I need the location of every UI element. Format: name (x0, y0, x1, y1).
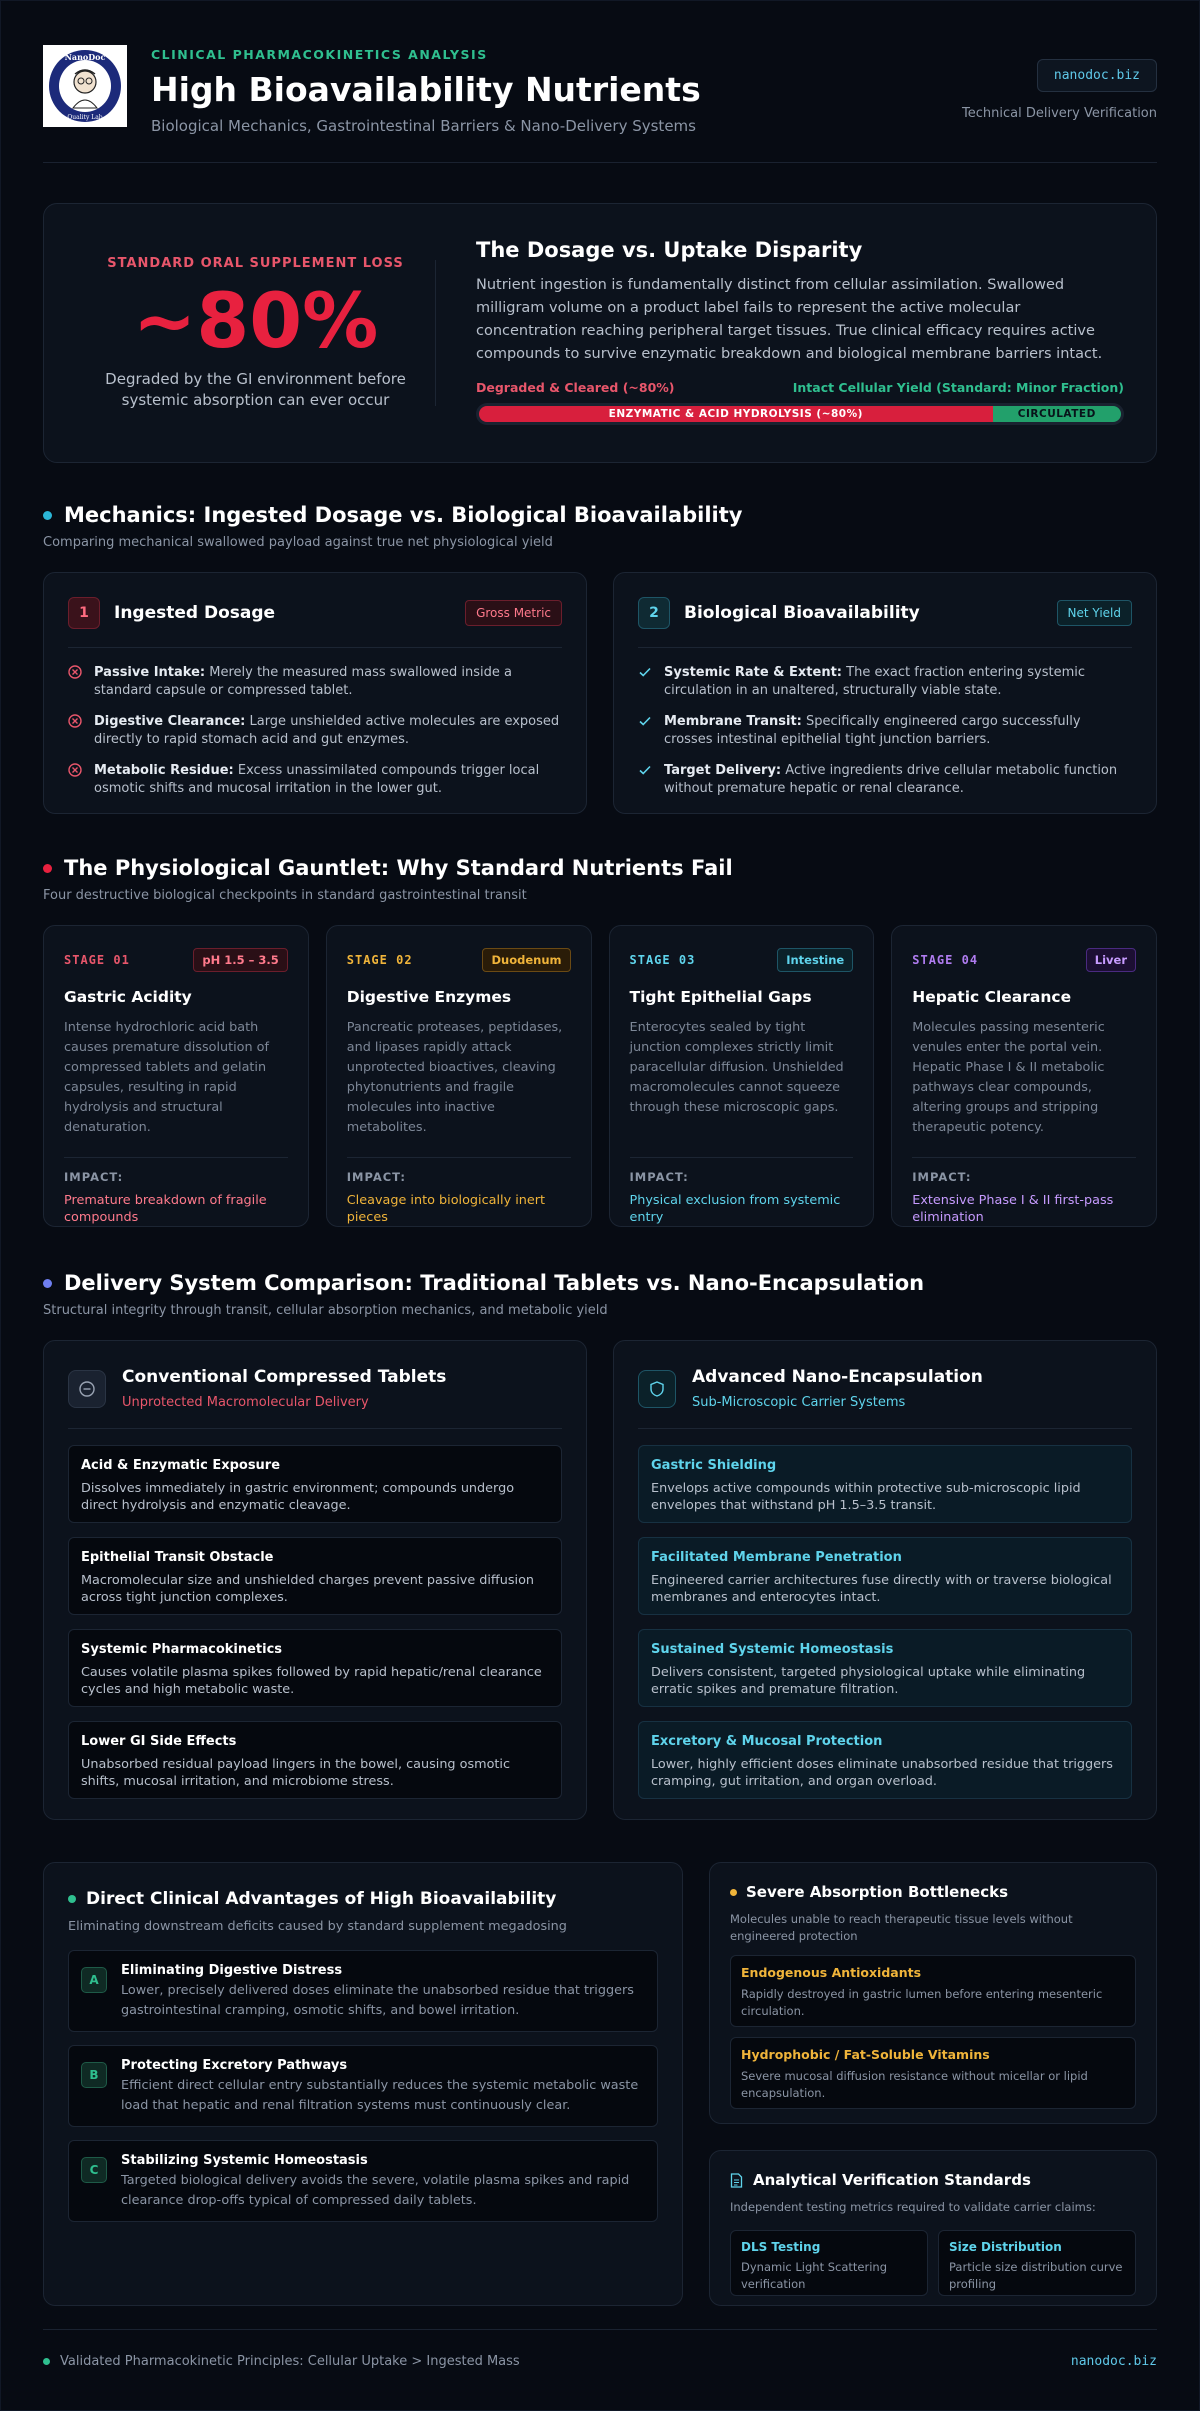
loss-bar (476, 403, 1124, 425)
list-item (730, 2230, 928, 2296)
item-title: Size Distribution (949, 2240, 1062, 2254)
svg-text:NanoDoc: NanoDoc (64, 52, 106, 62)
mechanics-subtitle: Comparing mechanical swallowed payload against true net physiological yield (43, 535, 553, 550)
item-body: Lower, highly efficient doses eliminate unabsorbed residue that triggers cramping, gut irritation, and organ overload. (651, 1757, 1113, 1789)
item-label: Target Delivery: (664, 763, 782, 778)
list-item (68, 1629, 562, 1707)
item-title: Eliminating Digestive Distress (121, 1963, 343, 1978)
nano-title: Advanced Nano-Encapsulation (692, 1367, 983, 1387)
hero-stat (76, 255, 436, 409)
bullet-dot-icon (43, 864, 52, 873)
item-title: Sustained Systemic Homeostasis (651, 1642, 894, 1657)
item-body: Efficient direct cellular entry substantially reduces the systemic metabolic waste load that hepatic and renal filtration systems must continuously clear. (121, 2078, 639, 2113)
card-number: 2 (638, 597, 670, 629)
stage-card (891, 925, 1157, 1227)
list-item (938, 2230, 1136, 2296)
verification-heading (730, 2171, 1136, 2189)
stage-title: Tight Epithelial Gaps (629, 988, 812, 1006)
gauntlet-subtitle: Four destructive biological checkpoints in standard gastrointestinal transit (43, 888, 527, 903)
item-title: Gastric Shielding (651, 1458, 777, 1473)
item-letter-badge: B (81, 2062, 107, 2088)
stage-tag: Liver (1086, 948, 1136, 972)
list-item (638, 713, 1132, 749)
impact-value: Physical exclusion from systemic entry (629, 1193, 841, 1225)
verification-title: Analytical Verification Standards (753, 2171, 1031, 2189)
list-item (730, 1955, 1136, 2027)
gauntlet-title: The Physiological Gauntlet: Why Standard Nutrients Fail (64, 856, 733, 880)
advantages-heading (68, 1889, 658, 1909)
stage-body: Pancreatic proteases, peptidases, and lipases rapidly attack unprotected bioactives, cleaving phytonutrients and fragile molecules into inactive metabolites. (346, 1020, 563, 1135)
impact-label: IMPACT: (346, 1170, 406, 1184)
stage-number: STAGE 03 (629, 953, 696, 967)
nano-subtitle: Sub-Microscopic Carrier Systems (692, 1395, 906, 1410)
item-body: Targeted biological delivery avoids the severe, volatile plasma spikes and rapid clearance drop-offs typical of compressed daily tablets. (121, 2173, 630, 2208)
impact-value: Extensive Phase I & II first-pass elimination (912, 1193, 1114, 1225)
impact-label: IMPACT: (629, 1170, 689, 1184)
list-item (68, 713, 562, 749)
item-title: Lower GI Side Effects (81, 1734, 237, 1749)
verification-label: Technical Delivery Verification (962, 106, 1157, 121)
comparison-title: Delivery System Comparison: Traditional Tablets vs. Nano-Encapsulation (64, 1271, 925, 1295)
brand-logo (43, 45, 127, 127)
x-circle-icon (68, 665, 94, 700)
impact-label: IMPACT: (64, 1170, 124, 1184)
mechanics-title: Mechanics: Ingested Dosage vs. Biological Bioavailability (64, 503, 743, 527)
item-title: Endogenous Antioxidants (741, 1965, 922, 1980)
minus-circle-icon (68, 1370, 106, 1408)
loss-bar-degraded: ENZYMATIC & ACID HYDROLYSIS (~80%) (479, 406, 993, 422)
stage-title: Gastric Acidity (64, 988, 192, 1006)
comparison-section (43, 1271, 1157, 1820)
advantages-subtitle: Eliminating downstream deficits caused by standard supplement megadosing (68, 1919, 567, 1934)
item-body: Dissolves immediately in gastric environment; compounds undergo direct hydrolysis and enzymatic cleavage. (81, 1481, 515, 1513)
check-icon (638, 665, 664, 700)
header-right (962, 45, 1157, 121)
list-item (638, 1537, 1132, 1615)
item-text: The exact fraction entering systemic circulation in an unaltered, structurally viable state. (664, 665, 1086, 698)
item-body: Unabsorbed residual payload lingers in the bowel, causing osmotic shifts, mucosal irritation, and microbiome stress. (81, 1757, 511, 1789)
hero-body: Nutrient ingestion is fundamentally distinct from cellular assimilation. Swallowed milligram volume on a product label fails to represent the active molecular concentration reaching peripheral target tissues. True clinical efficacy requires active compounds to survive enzymatic breakdown and biological membrane barriers intact. (476, 277, 1103, 362)
item-text: Specifically engineered cargo successfully crosses intestinal epithelial tight junction barriers. (664, 714, 1081, 747)
item-text: Large unshielded active molecules are exposed directly to rapid stomach acid and gut enzymes. (94, 714, 560, 747)
item-letter-badge: C (81, 2157, 107, 2183)
item-title: Excretory & Mucosal Protection (651, 1734, 883, 1749)
bar-label-degraded: Degraded & Cleared (~80%) (476, 380, 675, 395)
stage-card (609, 925, 875, 1227)
list-item (638, 1721, 1132, 1799)
x-circle-icon (68, 714, 94, 749)
list-item (68, 2045, 658, 2127)
card-title: Ingested Dosage (114, 603, 276, 623)
impact-value: Premature breakdown of fragile compounds (64, 1193, 267, 1225)
domain-link[interactable]: nanodoc.biz (1037, 59, 1157, 92)
item-title: Hydrophobic / Fat-Soluble Vitamins (741, 2047, 990, 2062)
stage-card (43, 925, 309, 1227)
hero-stat-label: STANDARD ORAL SUPPLEMENT LOSS (107, 255, 404, 271)
list-item (68, 2140, 658, 2222)
hero-title: The Dosage vs. Uptake Disparity (476, 238, 863, 262)
list-item (68, 1721, 562, 1799)
header-eyebrow: CLINICAL PHARMACOKINETICS ANALYSIS (151, 47, 488, 62)
bullet-dot-icon (43, 511, 52, 520)
page-title: High Bioavailability Nutrients (151, 70, 701, 109)
verification-subtitle: Independent testing metrics required to validate carrier claims: (730, 2200, 1096, 2214)
bullet-dot-icon (43, 2358, 50, 2365)
gauntlet-heading (43, 856, 1157, 880)
bar-labels (476, 380, 1124, 395)
advantages-title: Direct Clinical Advantages of High Bioavailability (86, 1889, 557, 1909)
loss-bar-circulated: CIRCULATED (993, 406, 1121, 422)
item-title: Epithelial Transit Obstacle (81, 1550, 274, 1565)
comparison-heading (43, 1271, 1157, 1295)
bullet-dot-icon (730, 1889, 737, 1896)
item-body: Macromolecular size and unshielded charges prevent passive diffusion across tight junction complexes. (81, 1573, 535, 1605)
item-text: Active ingredients drive cellular metabolic function without premature hepatic or renal clearance. (664, 763, 1118, 796)
item-body: Lower, precisely delivered doses eliminate the unabsorbed residue that triggers gastrointestinal cramping, osmotic shifts, and bowel irritation. (121, 1983, 634, 2018)
bottlenecks-subtitle: Molecules unable to reach therapeutic tissue levels without engineered protection (730, 1912, 1073, 1943)
list-item (68, 1445, 562, 1523)
bottom-section (43, 1862, 1157, 2306)
item-label: Metabolic Residue: (94, 763, 234, 778)
bullet-dot-icon (43, 1279, 52, 1288)
item-body: Envelops active compounds within protective sub-microscopic lipid envelopes that withstand pH 1.5–3.5 transit. (651, 1481, 1081, 1513)
item-title: Acid & Enzymatic Exposure (81, 1458, 281, 1473)
stage-tag: pH 1.5 – 3.5 (193, 948, 287, 972)
mechanics-section (43, 503, 1157, 814)
footer-domain-link[interactable]: nanodoc.biz (1070, 2354, 1157, 2369)
hero-card (43, 203, 1157, 463)
stage-body: Enterocytes sealed by tight junction complexes strictly limit paracellular diffusion. Unshielded macromolecules cannot squeeze through these microscopic gaps. (629, 1020, 844, 1115)
comparison-subtitle: Structural integrity through transit, cellular absorption mechanics, and metabolic yield (43, 1303, 608, 1318)
stage-number: STAGE 02 (346, 953, 413, 967)
impact-label: IMPACT: (912, 1170, 972, 1184)
nano-card (613, 1340, 1157, 1820)
verification-card (709, 2150, 1157, 2306)
list-item (68, 1950, 658, 2032)
card-tag: Net Yield (1057, 600, 1132, 626)
bottlenecks-heading (730, 1883, 1136, 1901)
item-label: Digestive Clearance: (94, 714, 246, 729)
advantages-card (43, 1862, 683, 2306)
card-title: Biological Bioavailability (684, 603, 920, 623)
list-item (68, 664, 562, 700)
footer (43, 2329, 1157, 2369)
item-body: Rapidly destroyed in gastric lumen before entering mesenteric circulation. (741, 1987, 1103, 2018)
stage-number: STAGE 01 (64, 953, 130, 967)
item-text: Merely the measured mass swallowed inside a standard capsule or compressed tablet. (94, 665, 512, 698)
conventional-card (43, 1340, 587, 1820)
list-item (68, 762, 562, 798)
conventional-title: Conventional Compressed Tablets (122, 1367, 447, 1387)
item-body: Engineered carrier architectures fuse directly with or traverse biological membranes and enterocytes intact. (651, 1573, 1112, 1605)
item-body: Severe mucosal diffusion resistance without micellar or lipid encapsulation. (741, 2069, 1088, 2100)
bioavailability-card (613, 572, 1157, 814)
mechanics-heading (43, 503, 1157, 527)
gauntlet-section (43, 856, 1157, 1227)
item-label: Passive Intake: (94, 665, 206, 680)
shield-icon (638, 1370, 676, 1408)
list-item (68, 1537, 562, 1615)
sidebar (709, 1862, 1157, 2306)
list-item (638, 664, 1132, 700)
bottlenecks-title: Severe Absorption Bottlenecks (746, 1883, 1008, 1901)
item-title: DLS Testing (741, 2240, 821, 2254)
list-item (638, 762, 1132, 798)
hero-stat-desc: Degraded by the GI environment before systemic absorption can ever occur (105, 369, 406, 409)
stage-tag: Intestine (777, 948, 853, 972)
stage-card (326, 925, 592, 1227)
check-icon (638, 714, 664, 749)
item-title: Facilitated Membrane Penetration (651, 1550, 902, 1565)
stage-title: Digestive Enzymes (346, 988, 512, 1006)
item-title: Stabilizing Systemic Homeostasis (121, 2153, 368, 2168)
list-item (730, 2037, 1136, 2109)
card-tag: Gross Metric (465, 600, 562, 626)
stage-tag: Duodenum (482, 948, 570, 972)
footer-left (43, 2354, 520, 2369)
document-icon (730, 2173, 743, 2188)
conventional-subtitle: Unprotected Macromolecular Delivery (122, 1395, 369, 1410)
ingested-dosage-card (43, 572, 587, 814)
stage-body: Molecules passing mesenteric venules enter the portal vein. Hepatic Phase I & II metabolic pathways clear compounds, altering groups and stripping therapeutic potency. (912, 1020, 1105, 1135)
list-item (638, 1445, 1132, 1523)
list-item (638, 1629, 1132, 1707)
item-label: Systemic Rate & Extent: (664, 665, 843, 680)
item-title: Protecting Excretory Pathways (121, 2058, 348, 2073)
page-subtitle: Biological Mechanics, Gastrointestinal Barriers & Nano-Delivery Systems (151, 117, 696, 135)
item-label: Membrane Transit: (664, 714, 802, 729)
bar-label-intact: Intact Cellular Yield (Standard: Minor Fraction) (792, 380, 1124, 395)
header (43, 45, 1157, 163)
hero-stat-value: ~80% (132, 275, 379, 365)
item-body: Particle size distribution curve profiling (949, 2260, 1123, 2291)
item-body: Delivers consistent, targeted physiological uptake while eliminating erratic spikes and premature filtration. (651, 1665, 1086, 1697)
x-circle-icon (68, 763, 94, 798)
footer-statement: Validated Pharmacokinetic Principles: Cellular Uptake > Ingested Mass (60, 2354, 520, 2369)
item-body: Dynamic Light Scattering verification (741, 2260, 888, 2291)
item-body: Causes volatile plasma spikes followed by rapid hepatic/renal clearance cycles and high metabolic waste. (81, 1665, 542, 1697)
item-letter-badge: A (81, 1967, 107, 1993)
stage-number: STAGE 04 (912, 953, 979, 967)
check-icon (638, 763, 664, 798)
card-number: 1 (68, 597, 100, 629)
header-text (151, 45, 962, 135)
item-text: Excess unassimilated compounds trigger local osmotic shifts and mucosal irritation in the lower gut. (94, 763, 540, 796)
bullet-dot-icon (68, 1895, 76, 1903)
stage-body: Intense hydrochloric acid bath causes premature dissolution of compressed tablets and gelatin capsules, resulting in rapid hydrolysis and structural denaturation. (64, 1020, 270, 1135)
stage-title: Hepatic Clearance (912, 988, 1072, 1006)
impact-value: Cleavage into biologically inert pieces (346, 1193, 546, 1225)
svg-text:Quality Lab: Quality Lab (67, 114, 103, 121)
hero-explainer (436, 204, 1124, 462)
bottlenecks-card (709, 1862, 1157, 2124)
item-title: Systemic Pharmacokinetics (81, 1642, 283, 1657)
